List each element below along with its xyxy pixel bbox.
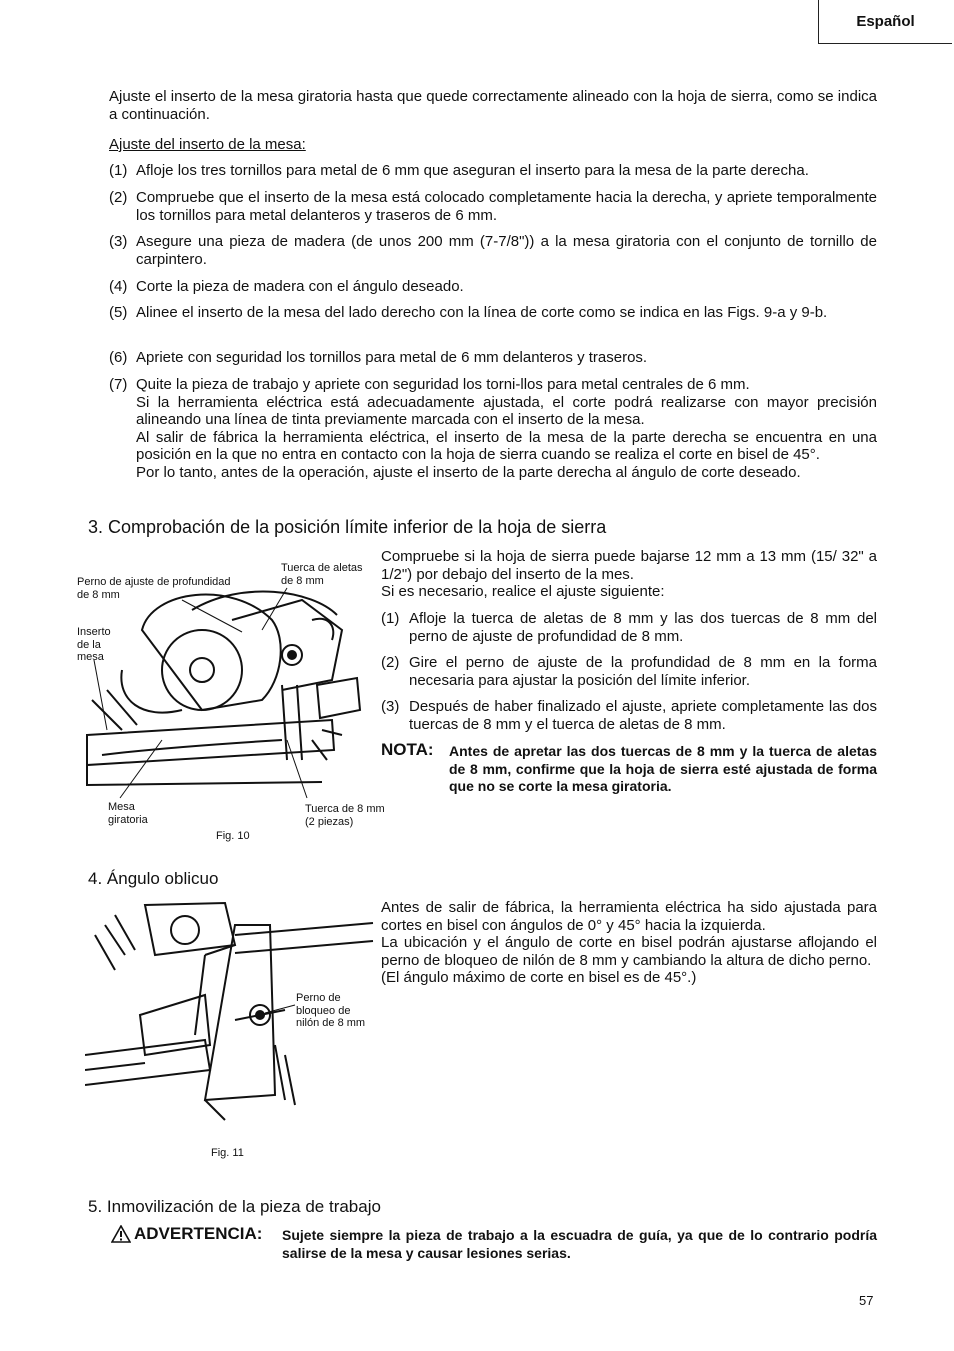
step-extra-text: Al salir de fábrica la herramienta eléctrica, el inserto de la mesa de la parte derecha se encuentra en una posición en la que no entra en contacto con la hoja de sierra cuando se realiza el corte en bisel de 45°.: [136, 428, 877, 464]
step-number: (1): [381, 610, 400, 627]
fig10-label-depth-bolt: Perno de ajuste de profundidad de 8 mm: [77, 576, 231, 601]
step-number: (4): [109, 278, 128, 295]
step-item: [109, 162, 877, 180]
step-text: Gire el perno de ajuste de la profundidad de 8 mm en la forma necesaria para ajustar la posición del límite inferior.: [409, 654, 877, 689]
adjust-step: [381, 654, 877, 689]
step-item: [109, 376, 877, 482]
step-item: [109, 304, 877, 322]
figure-10-caption: Fig. 10: [216, 830, 250, 842]
intro-subheading: Ajuste del inserto de la mesa:: [109, 136, 306, 153]
section-heading: 5. Inmovilización de la pieza de trabajo: [88, 1197, 381, 1216]
section-heading: 3. Comprobación de la posición límite inferior de la hoja de sierra: [88, 517, 607, 537]
fig10-label-table-insert: Inserto de la mesa: [77, 626, 111, 663]
fig10-label-turntable: Mesa giratoria: [108, 801, 148, 826]
step-extra-text: Por lo tanto, antes de la operación, ajuste el inserto de la parte derecha al ángulo de corte deseado.: [136, 463, 801, 481]
section4-paragraph: [381, 899, 877, 987]
fig10-label-wing-nut: Tuerca de aletas de 8 mm: [281, 562, 363, 587]
step-item: [109, 189, 877, 224]
step-text: Apriete con seguridad los tornillos para metal de 6 mm delanteros y traseros.: [136, 349, 648, 366]
step-extra-text: Si la herramienta eléctrica está adecuadamente ajustada, el corte podrá realizarse con mayor precisión alineando una línea de tinta previamente marcada con el inserto de la mesa.: [136, 393, 877, 429]
note-text: Antes de apretar las dos tuercas de 8 mm y la tuerca de aletas de 8 mm, confirme que la hoja de sierra esté ajustada de forma que no se corte la mesa giratoria.: [449, 743, 877, 794]
step-text: Alinee el inserto de la mesa del lado derecho con la línea de corte como se indica en las Figs. 9-a y 9-b.: [136, 304, 828, 321]
step-number: (5): [109, 304, 128, 321]
adjust-step: [381, 610, 877, 645]
step-number: (3): [381, 698, 400, 715]
step-text: Corte la pieza de madera con el ángulo deseado.: [136, 278, 464, 295]
section3-paragraph-2: Si es necesario, realice el ajuste siguiente:: [381, 583, 665, 600]
step-text: Quite la pieza de trabajo y apriete con seguridad los torni-llos para metal centrales de 6 mm.: [136, 376, 750, 393]
step-text: Afloje la tuerca de aletas de 8 mm y las dos tuercas de 8 mm del perno de ajuste de profundidad de 8 mm.: [409, 610, 877, 645]
intro-paragraph: Ajuste el inserto de la mesa giratoria hasta que quede correctamente alineado con la hoja de sierra, como se indica a continuación.: [109, 88, 877, 123]
step-number: (2): [381, 654, 400, 671]
warning-icon: [111, 1225, 131, 1243]
warning-text: Sujete siempre la pieza de trabajo a la escuadra de guía, ya que de lo contrario podría salirse de la mesa y causar lesiones serias.: [282, 1227, 877, 1261]
step-item: [109, 233, 877, 268]
section4-line: La ubicación y el ángulo de corte en bisel podrán ajustarse aflojando el perno de bloqueo de nilón de 8 mm y cambiando la altura de dicho perno.: [381, 934, 877, 969]
step-item: [109, 278, 877, 296]
figure-11-caption: Fig. 11: [211, 1147, 244, 1159]
step-number: (7): [109, 376, 128, 393]
page-number: 57: [859, 1293, 874, 1308]
step-number: (2): [109, 189, 128, 206]
warning-label: ADVERTENCIA:: [134, 1224, 263, 1243]
step-item: [109, 349, 877, 367]
section-heading: 4. Ángulo oblicuo: [88, 869, 219, 888]
section4-line: (El ángulo máximo de corte en bisel es de 45°.): [381, 969, 697, 987]
adjust-step: [381, 698, 877, 733]
section4-line: Antes de salir de fábrica, la herramienta eléctrica ha sido ajustada para cortes en bisel con ángulos de 0° y 45° hacia la izquierda.: [381, 899, 877, 934]
step-text: Afloje los tres tornillos para metal de 6 mm que aseguran el inserto para la mesa de la parte derecha.: [136, 162, 809, 179]
fig10-label-nut: Tuerca de 8 mm (2 piezas): [305, 803, 385, 828]
section3-paragraph: Compruebe si la hoja de sierra puede bajarse 12 mm a 13 mm (15/ 32" a 1/2") por debajo del inserto de la mes.: [381, 548, 877, 583]
step-text: Después de haber finalizado el ajuste, apriete completamente las dos tuercas de 8 mm y el tuerca de aletas de 8 mm.: [409, 698, 877, 733]
step-number: (1): [109, 162, 128, 179]
fig11-label-bolt: Perno de bloqueo de nilón de 8 mm: [296, 992, 366, 1029]
language-tab: [818, 0, 952, 44]
note-label: NOTA:: [381, 740, 434, 759]
step-text: Asegure una pieza de madera (de unos 200 mm (7-7/8")) a la mesa giratoria con el conjunto de tornillo de carpintero.: [136, 233, 877, 268]
step-number: (3): [109, 233, 128, 250]
language-label: Español: [856, 13, 915, 30]
step-text: Compruebe que el inserto de la mesa está colocado completamente hacia la derecha, y apriete temporalmente los tornillos para metal delanteros y traseros de 6 mm.: [136, 189, 877, 224]
step-number: (6): [109, 349, 128, 366]
